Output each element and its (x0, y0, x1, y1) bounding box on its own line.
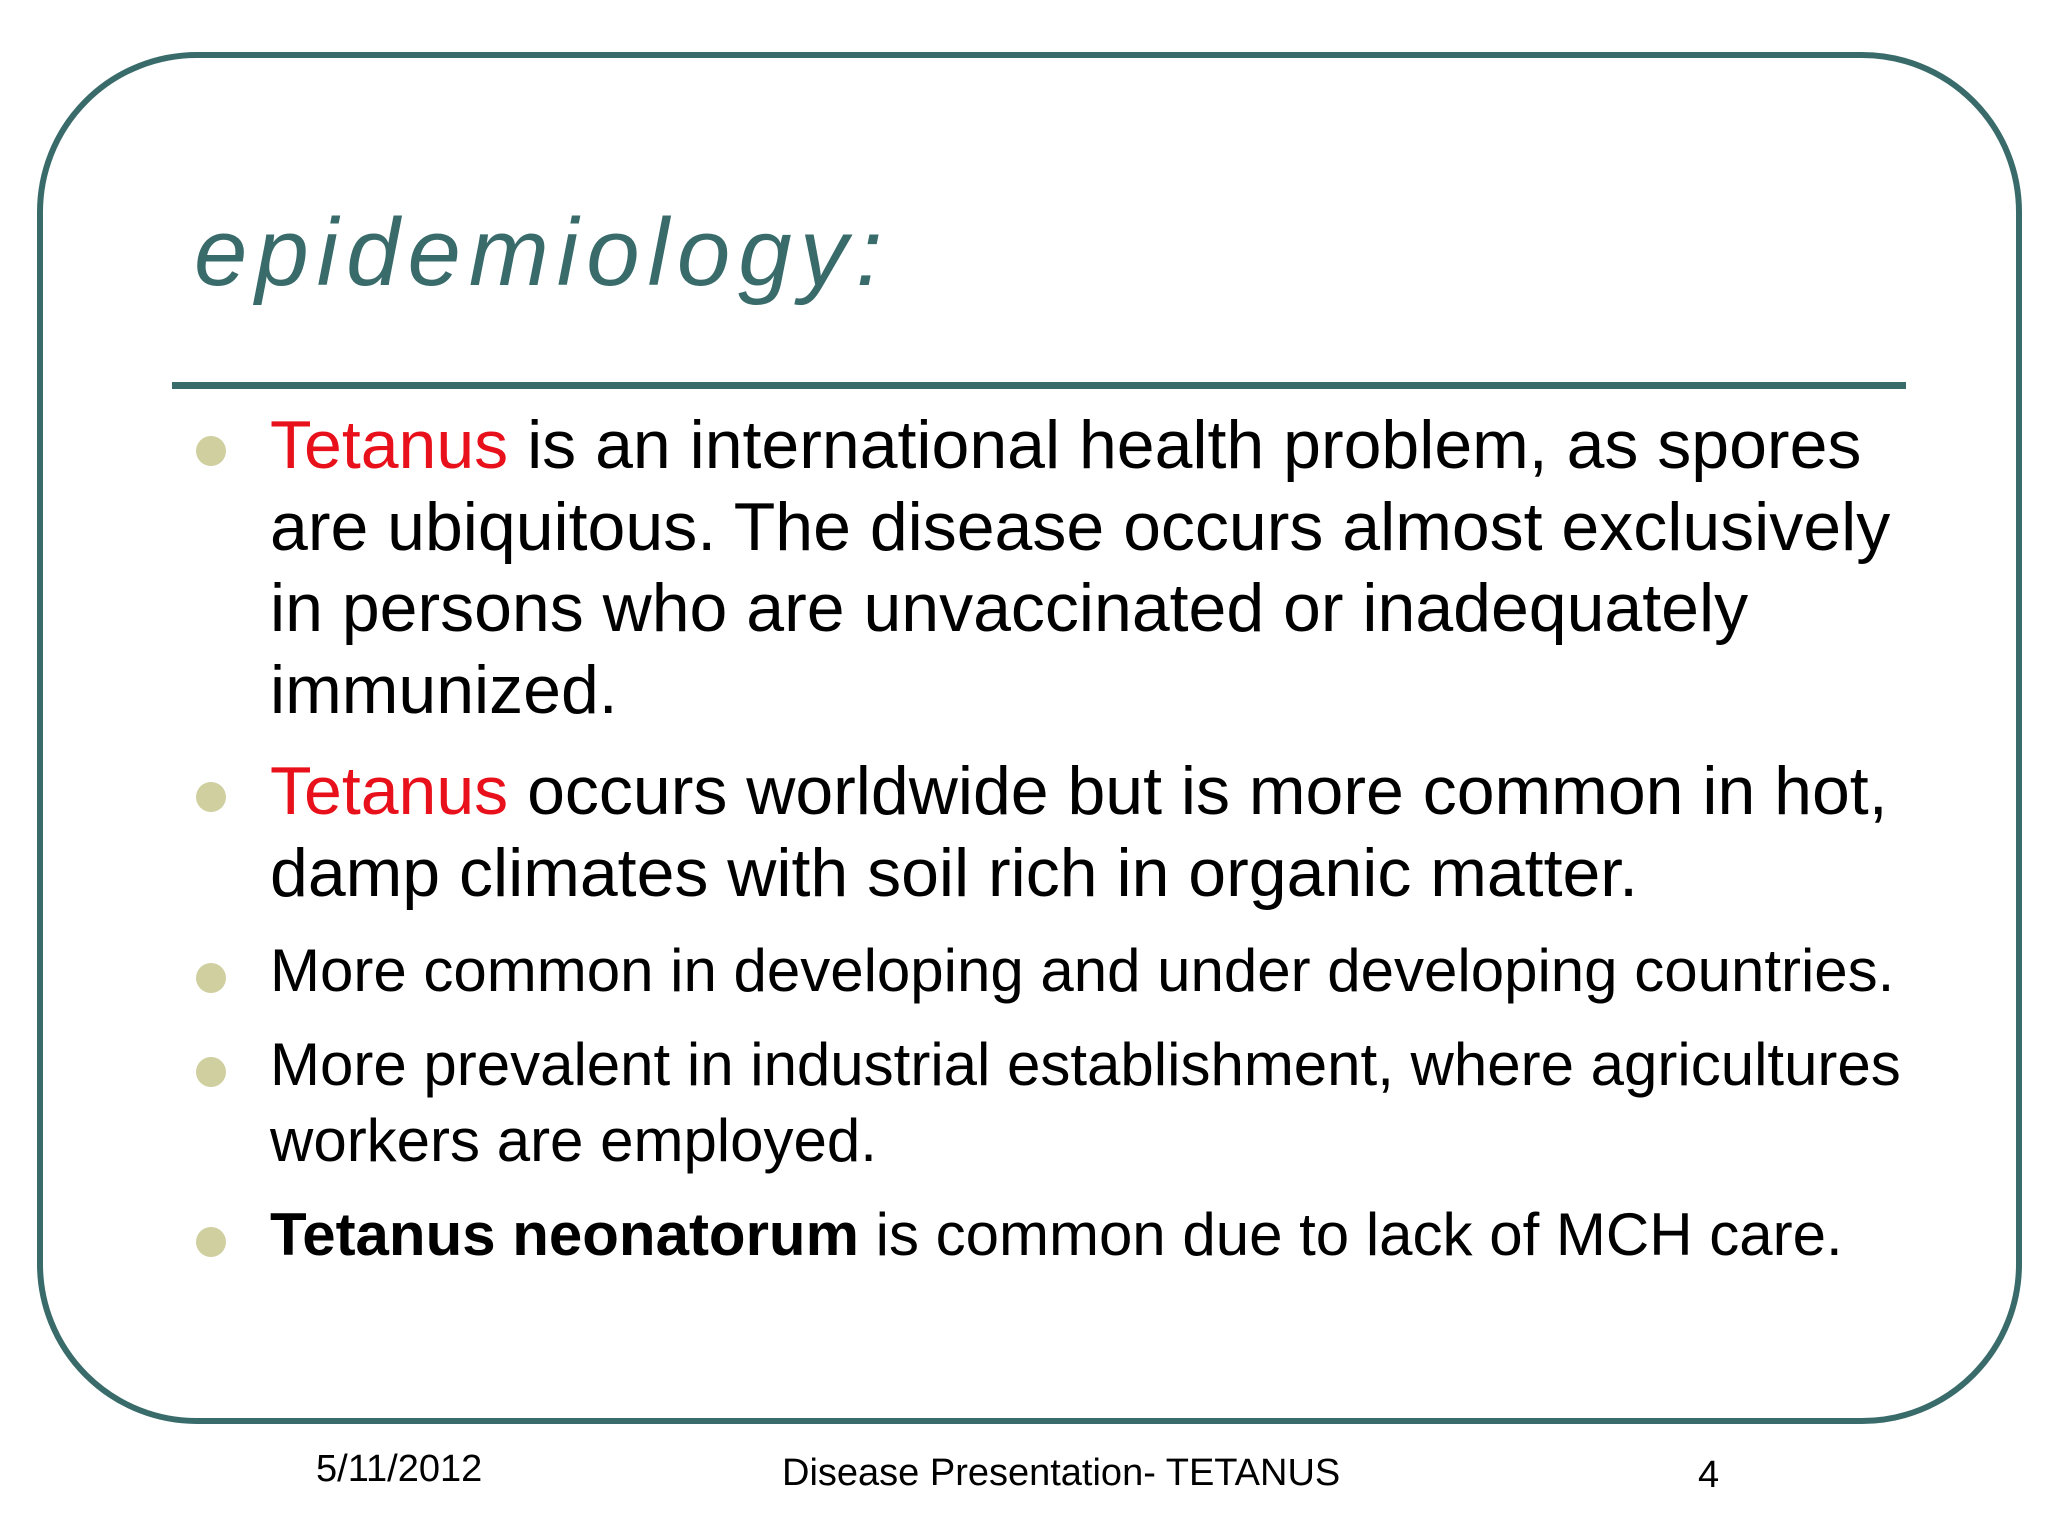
bullet-text (270, 405, 1916, 731)
bullet-icon (196, 1057, 226, 1087)
bullet-item-2 (196, 751, 1916, 914)
footer-title: Disease Presentation- TETANUS (782, 1452, 1341, 1494)
highlighted-term: Tetanus (270, 407, 509, 483)
bullet-item-5 (196, 1197, 1916, 1273)
bullet-text (270, 933, 1916, 1009)
bullet-item-4 (196, 1027, 1916, 1179)
title-divider (172, 382, 1906, 389)
bullet-body: More prevalent in industrial establishment, where agricultures workers are employed. (270, 1030, 1901, 1174)
highlighted-term: Tetanus (270, 753, 509, 830)
bullet-body: is common due to lack of MCH care. (858, 1201, 1843, 1269)
slide-title: epidemiology: (194, 199, 891, 306)
bullet-icon (196, 1227, 226, 1257)
bullet-icon (196, 782, 226, 812)
bullet-item-3 (196, 933, 1916, 1009)
bullet-item-1 (196, 405, 1916, 731)
bullet-body: More common in developing and under developing countries. (270, 936, 1895, 1004)
page-number: 4 (1698, 1454, 1720, 1496)
bullet-icon (196, 436, 226, 466)
bullet-text (270, 1197, 1916, 1273)
bullet-icon (196, 963, 226, 993)
bullet-body: is an international health problem, as spores are ubiquitous. The disease occurs almost exclusively in persons who are unvaccinated or inadequately immunized. (270, 407, 1891, 728)
bullet-text (270, 1027, 1916, 1179)
bullet-text (270, 751, 1916, 914)
bullet-body: occurs worldwide but is more common in hot, damp climates with soil rich in organic matter. (270, 753, 1888, 911)
bullet-list (196, 405, 1916, 1273)
bold-term: Tetanus neonatorum (270, 1201, 859, 1269)
footer-date: 5/11/2012 (316, 1448, 483, 1490)
